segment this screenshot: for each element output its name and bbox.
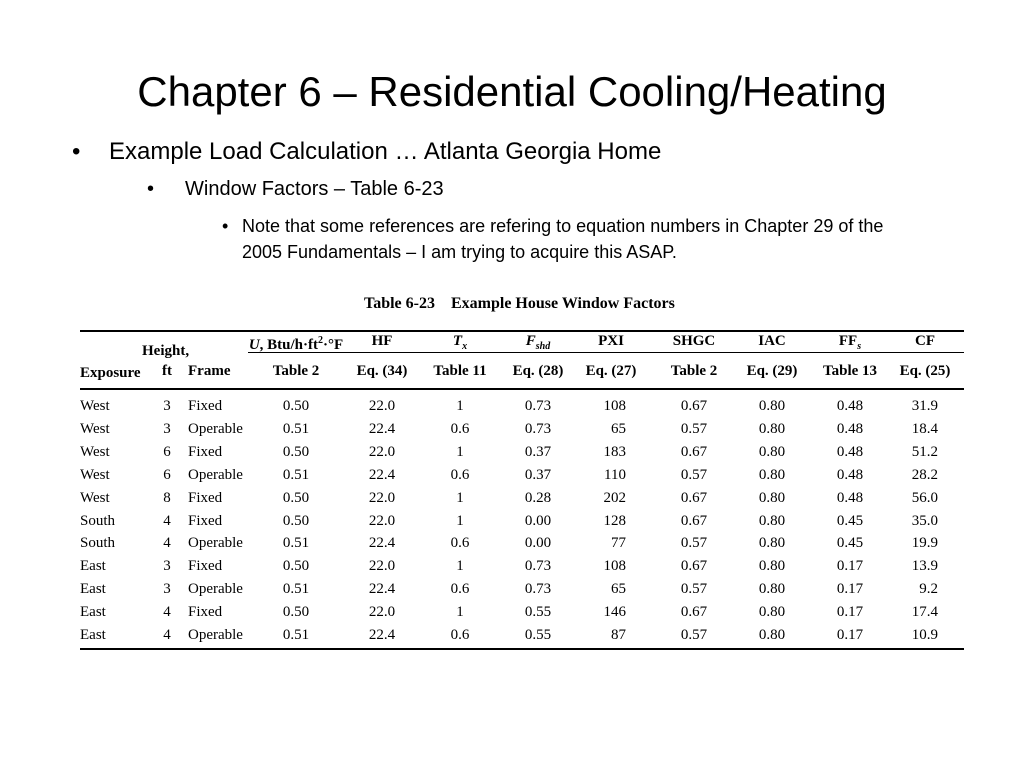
cell-exposure: West	[80, 489, 110, 506]
cell-frame: Operable	[188, 466, 243, 483]
cell-exposure: West	[80, 398, 110, 414]
cell-shgc: 0.57	[680, 627, 708, 643]
cell-hf: 22.4	[368, 420, 396, 437]
cell-fshd: 0.73	[524, 581, 552, 598]
cell-pxi: 77	[611, 535, 626, 552]
cell-iac: 0.80	[758, 627, 786, 643]
table-row	[80, 418, 964, 440]
cell-pxi: 183	[603, 443, 626, 460]
cell-u: 0.51	[282, 627, 310, 643]
header-tx: $T_x$	[452, 333, 468, 352]
subheader-ff: Table 13	[822, 363, 878, 379]
subheader-fshd: Eq. (28)	[512, 363, 564, 379]
cell-ff: 0.17	[836, 558, 864, 575]
cell-iac: 0.80	[758, 443, 786, 460]
cell-height: 6	[163, 466, 171, 483]
header-exposure: Exposure	[80, 365, 141, 381]
cell-height: 3	[163, 420, 171, 437]
table-bottom-rule	[80, 648, 964, 650]
cell-u: 0.50	[282, 512, 310, 529]
cell-tx: 1	[456, 443, 464, 460]
table-row	[80, 441, 964, 463]
cell-ff: 0.48	[836, 489, 864, 506]
cell-height: 3	[163, 558, 171, 575]
cell-fshd: 0.55	[524, 627, 552, 643]
header-height-line1: Height,	[142, 343, 190, 359]
cell-exposure: South	[80, 535, 116, 552]
cell-frame: Operable	[188, 535, 243, 552]
cell-shgc: 0.67	[680, 443, 708, 460]
cell-ff: 0.48	[836, 398, 864, 414]
cell-tx: 0.6	[450, 627, 470, 643]
header-frame: Frame	[188, 363, 231, 379]
cell-u: 0.51	[282, 535, 310, 552]
cell-exposure: East	[80, 604, 106, 621]
cell-tx: 1	[456, 558, 464, 575]
cell-fshd: 0.28	[524, 489, 552, 506]
cell-cf: 17.4	[911, 604, 938, 621]
cell-exposure: South	[80, 512, 116, 529]
cell-exposure: East	[80, 627, 106, 643]
cell-frame: Fixed	[188, 489, 223, 506]
cell-shgc: 0.67	[680, 558, 708, 575]
cell-fshd: 0.73	[524, 558, 552, 575]
header-shgc: SHGC	[672, 333, 716, 349]
cell-shgc: 0.67	[680, 398, 708, 414]
cell-exposure: West	[80, 443, 110, 460]
cell-hf: 22.0	[368, 489, 396, 506]
cell-pxi: 65	[611, 420, 626, 437]
cell-iac: 0.80	[758, 581, 786, 598]
cell-height: 4	[163, 604, 171, 621]
cell-u: 0.51	[282, 581, 310, 598]
header-height-line2: ft	[162, 363, 172, 379]
cell-fshd: 0.00	[524, 512, 552, 529]
header-fshd: $F_{shd}$	[525, 333, 551, 352]
cell-tx: 1	[456, 489, 464, 506]
cell-exposure: East	[80, 558, 106, 575]
header-hf: HF	[371, 333, 393, 349]
cell-exposure: West	[80, 420, 110, 437]
cell-u: 0.50	[282, 443, 310, 460]
subheader-u: Table 2	[272, 363, 320, 379]
cell-hf: 22.0	[368, 558, 396, 575]
table-title: Example House Window Factors	[450, 295, 675, 312]
cell-hf: 22.4	[368, 627, 396, 643]
cell-cf: 19.9	[911, 535, 938, 552]
cell-ff: 0.48	[836, 443, 864, 460]
cell-hf: 22.0	[368, 604, 396, 621]
cell-cf: 28.2	[911, 466, 938, 483]
cell-height: 4	[163, 627, 171, 643]
cell-ff: 0.48	[836, 466, 864, 483]
window-factors-table	[80, 318, 964, 654]
cell-ff: 0.45	[836, 512, 864, 529]
table-row	[80, 532, 964, 554]
cell-ff: 0.17	[836, 581, 864, 598]
cell-frame: Fixed	[188, 398, 223, 414]
table-caption	[364, 295, 675, 313]
cell-pxi: 108	[603, 558, 626, 575]
cell-fshd: 0.73	[524, 420, 552, 437]
cell-fshd: 0.37	[524, 443, 552, 460]
cell-u: 0.50	[282, 604, 310, 621]
cell-cf: 31.9	[911, 398, 938, 414]
cell-shgc: 0.57	[680, 420, 708, 437]
header-pxi: PXI	[598, 333, 624, 349]
table-top-rule	[80, 330, 964, 332]
header-ff: $FF_s$	[838, 333, 862, 352]
cell-cf: 18.4	[911, 420, 938, 437]
subheader-iac: Eq. (29)	[746, 363, 798, 379]
cell-cf: 56.0	[911, 489, 938, 506]
header-u: U, Btu/$h\cdot ft^2\cdot^\circ F$	[248, 335, 344, 353]
cell-hf: 22.0	[368, 443, 396, 460]
cell-u: 0.50	[282, 398, 310, 414]
table-row	[80, 601, 964, 623]
cell-height: 4	[163, 512, 171, 529]
cell-frame: Operable	[188, 627, 243, 643]
cell-fshd: 0.73	[524, 398, 552, 414]
cell-iac: 0.80	[758, 512, 786, 529]
cell-fshd: 0.55	[524, 604, 552, 621]
bullet-level-2	[147, 176, 444, 202]
cell-shgc: 0.67	[680, 512, 708, 529]
cell-height: 6	[163, 443, 171, 460]
cell-ff: 0.48	[836, 420, 864, 437]
bullet-text: Note that some references are refering to equation numbers in Chapter 29 of the 2005 Fundamentals – I am trying to acquire this ASAP.	[242, 216, 884, 262]
bullet-dot: •	[147, 178, 155, 200]
cell-tx: 0.6	[450, 535, 470, 552]
cell-cf: 13.9	[911, 558, 938, 575]
cell-iac: 0.80	[758, 604, 786, 621]
cell-ff: 0.45	[836, 535, 864, 552]
cell-cf: 10.9	[911, 627, 938, 643]
cell-frame: Fixed	[188, 558, 223, 575]
cell-ff: 0.17	[836, 604, 864, 621]
slide-title: Chapter 6 – Residential Cooling/Heating	[137, 68, 887, 115]
table-row	[80, 464, 964, 486]
bullet-text: Example Load Calculation … Atlanta Georgia Home	[109, 138, 662, 165]
cell-tx: 0.6	[450, 581, 470, 598]
cell-height: 8	[163, 489, 171, 506]
cell-exposure: West	[80, 466, 110, 483]
cell-shgc: 0.67	[680, 489, 708, 506]
bullet-level-3	[222, 213, 922, 265]
table-row	[80, 624, 964, 646]
bullet-dot: •	[72, 138, 81, 165]
cell-shgc: 0.57	[680, 581, 708, 598]
cell-exposure: East	[80, 581, 106, 598]
cell-ff: 0.17	[836, 627, 864, 643]
cell-fshd: 0.00	[524, 535, 552, 552]
cell-u: 0.50	[282, 489, 310, 506]
subheader-shgc: Table 2	[670, 363, 718, 379]
bullet-dot: •	[222, 216, 229, 236]
cell-u: 0.51	[282, 420, 310, 437]
header-cf: CF	[915, 333, 935, 349]
cell-height: 4	[163, 535, 171, 552]
cell-iac: 0.80	[758, 558, 786, 575]
cell-tx: 1	[456, 512, 464, 529]
cell-pxi: 108	[603, 398, 626, 414]
cell-iac: 0.80	[758, 466, 786, 483]
cell-frame: Operable	[188, 420, 243, 437]
subheader-tx: Table 11	[433, 363, 487, 379]
header-iac: IAC	[758, 333, 786, 349]
cell-pxi: 87	[611, 627, 626, 643]
cell-hf: 22.0	[368, 398, 396, 414]
cell-tx: 0.6	[450, 420, 470, 437]
table-row	[80, 395, 964, 417]
table-row	[80, 555, 964, 577]
cell-fshd: 0.37	[524, 466, 552, 483]
cell-u: 0.50	[282, 558, 310, 575]
cell-shgc: 0.57	[680, 466, 708, 483]
cell-u: 0.51	[282, 466, 310, 483]
subheader-pxi: Eq. (27)	[585, 363, 637, 379]
cell-iac: 0.80	[758, 420, 786, 437]
cell-shgc: 0.67	[680, 604, 708, 621]
cell-tx: 1	[456, 604, 464, 621]
cell-pxi: 128	[603, 512, 626, 529]
cell-pxi: 110	[604, 466, 626, 483]
header-bottom-rule	[80, 388, 964, 390]
cell-cf: 9.2	[919, 581, 938, 598]
cell-iac: 0.80	[758, 398, 786, 414]
cell-height: 3	[163, 581, 171, 598]
cell-pxi: 65	[611, 581, 626, 598]
table-row	[80, 510, 964, 532]
cell-iac: 0.80	[758, 489, 786, 506]
cell-frame: Fixed	[188, 443, 223, 460]
cell-iac: 0.80	[758, 535, 786, 552]
cell-pxi: 202	[603, 489, 626, 506]
cell-hf: 22.4	[368, 535, 396, 552]
bullet-text: Window Factors – Table 6-23	[185, 178, 444, 200]
subheader-hf: Eq. (34)	[356, 363, 408, 379]
table-row	[80, 487, 964, 509]
cell-height: 3	[163, 398, 171, 414]
cell-hf: 22.4	[368, 581, 396, 598]
cell-tx: 1	[456, 398, 464, 414]
table-number: Table 6-23	[364, 295, 435, 312]
cell-pxi: 146	[603, 604, 626, 621]
subheader-cf: Eq. (25)	[899, 363, 951, 379]
cell-frame: Fixed	[188, 604, 223, 621]
cell-frame: Operable	[188, 581, 243, 598]
cell-frame: Fixed	[188, 512, 223, 529]
table-row	[80, 578, 964, 600]
bullet-level-1	[72, 137, 661, 167]
cell-cf: 51.2	[911, 443, 938, 460]
cell-hf: 22.0	[368, 512, 396, 529]
cell-cf: 35.0	[911, 512, 938, 529]
cell-tx: 0.6	[450, 466, 470, 483]
cell-hf: 22.4	[368, 466, 396, 483]
cell-shgc: 0.57	[680, 535, 708, 552]
